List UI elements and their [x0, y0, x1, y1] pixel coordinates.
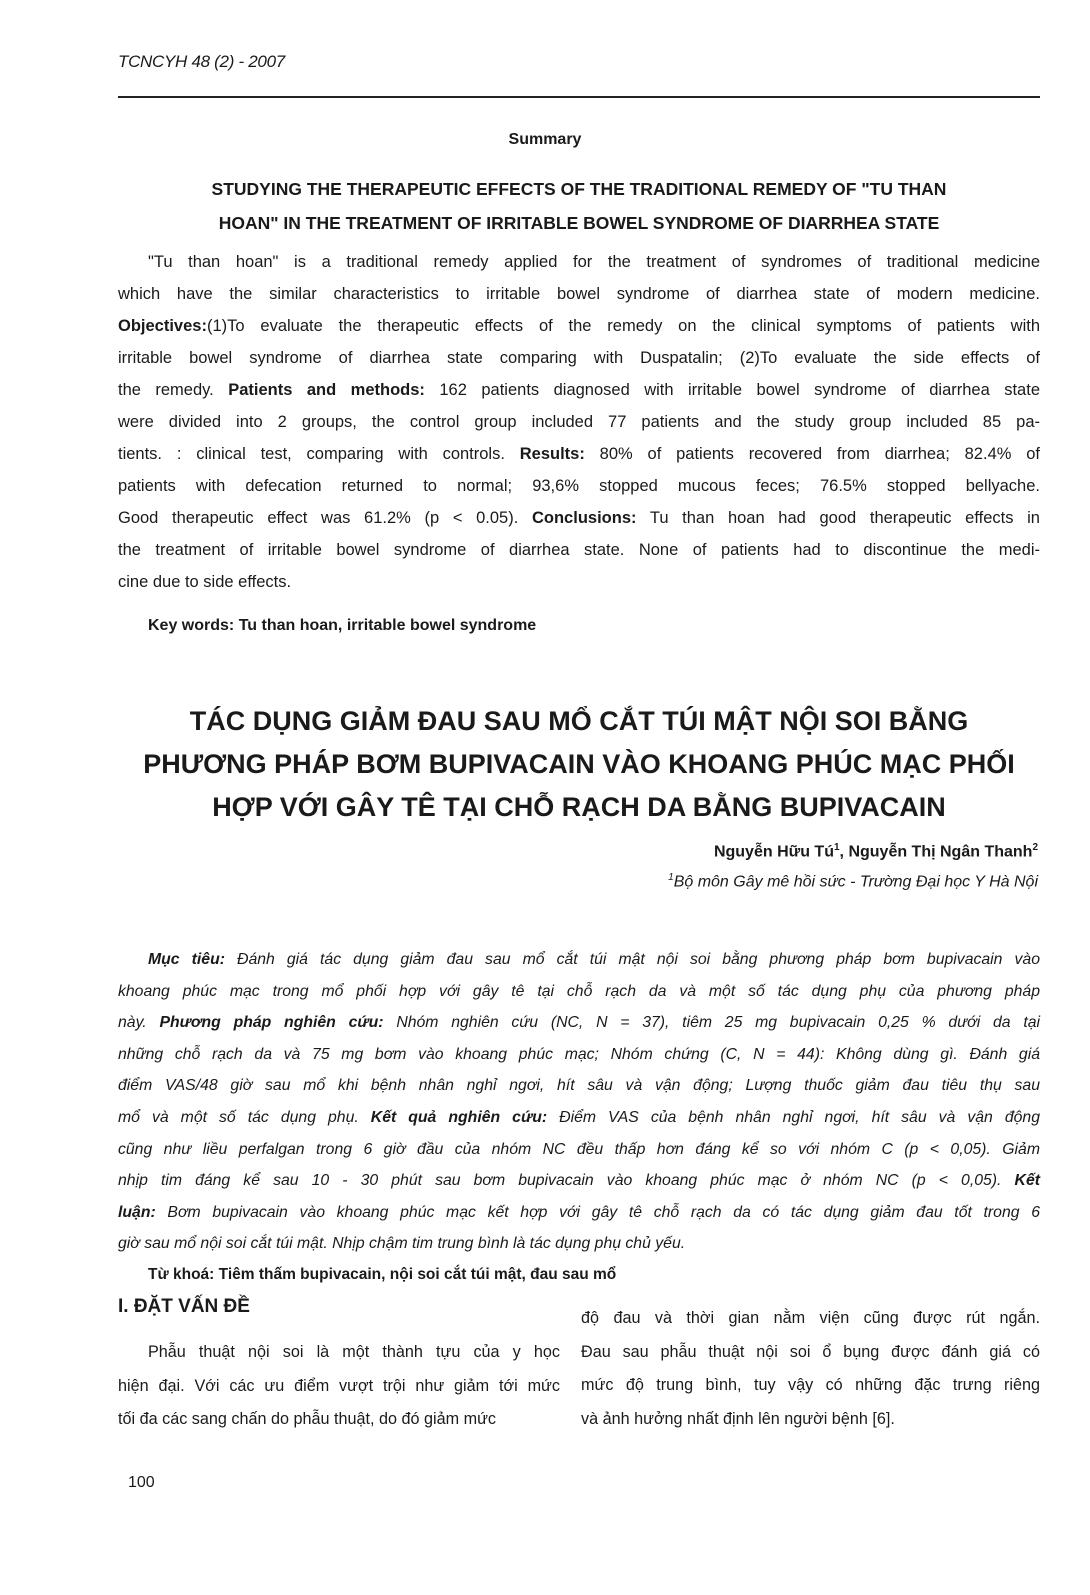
text-segment: nhịp tim đáng kể sau 10 - 30 phút sau bơm bupivacain vào khoang phúc mạc ở nhóm NC (p < 0,05).	[118, 1172, 1015, 1190]
text-segment: những chỗ rạch da và 75 mg bơm vào khoang phúc mạc; Nhóm chứng (C, N = 44): Không dùng gì. Đánh giá	[118, 1045, 1040, 1063]
author-name: Nguyễn Hữu Tú	[713, 843, 834, 861]
text-line: hiện đại. Với các ưu điểm vượt trội như giảm tới mức	[118, 1376, 560, 1395]
text-segment: điểm VAS/48 giờ sau mổ khi bệnh nhân nghỉ ngơi, hít sâu và vận động; Lượng thuốc giảm đau tiêu thụ sau	[118, 1077, 1040, 1095]
right-column	[581, 1302, 1040, 1436]
text-line	[118, 534, 1040, 566]
affiliation	[668, 872, 1038, 891]
text-segment: the treatment of irritable bowel syndrome of diarrhea state. None of patients had to discontinue the medi-	[118, 541, 1040, 559]
text-segment: cine due to side effects.	[118, 573, 292, 591]
text-segment: Nhóm nghiên cứu (NC, N = 37), tiêm 25 mg bupivacain 0,25 % dưới da tại	[383, 1014, 1041, 1032]
running-head: TCNCYH 48 (2) - 2007	[118, 52, 285, 71]
text-segment: Đánh giá tác dụng giảm đau sau mổ cắt túi mật nội soi bằng phương pháp bơm bupivacain vào	[225, 951, 1040, 968]
text-segment: "Tu than hoan" is a traditional remedy applied for the treatment of syndromes of traditional medicine	[148, 253, 1040, 271]
text-segment: mổ và một số tác dụng phụ.	[118, 1108, 371, 1126]
english-title	[118, 172, 1040, 240]
text-line	[118, 1165, 1040, 1197]
article-title-line: HỢP VỚI GÂY TÊ TẠI CHỖ RẠCH DA BẰNG BUPIVACAIN	[212, 792, 946, 822]
left-column	[118, 1336, 560, 1437]
page-number: 100	[128, 1474, 155, 1491]
article-title	[118, 700, 1040, 829]
text-line	[118, 342, 1040, 374]
text-line	[118, 278, 1040, 310]
bold-label: Kết	[1014, 1172, 1040, 1190]
article-title-line: TÁC DỤNG GIẢM ĐAU SAU MỔ CẮT TÚI MẬT NỘI SOI BẰNG	[189, 706, 969, 736]
bold-label: luận:	[118, 1203, 156, 1221]
text-line: Phẫu thuật nội soi là một thành tựu của y học	[148, 1343, 560, 1361]
text-line: Đau sau phẫu thuật nội soi ổ bụng được đánh giá có	[581, 1342, 1040, 1361]
text-line: tối đa các sang chấn do phẫu thuật, do đó giảm mức	[118, 1410, 496, 1428]
text-segment: khoang phúc mạc trong mổ phối hợp với gây tê tại chỗ rạch da và một số tác dụng phụ của phương pháp	[118, 982, 1040, 1000]
author-separator: ,	[839, 843, 849, 861]
bold-label: Patients and methods:	[228, 381, 425, 399]
text-line	[118, 1102, 1040, 1134]
bold-label: Phương pháp nghiên cứu:	[159, 1014, 384, 1032]
text-segment: which have the similar characteristics to irritable bowel syndrome of diarrhea state of modern medicine.	[118, 285, 1040, 303]
text-line: và ảnh hưởng nhất định lên người bệnh [6].	[581, 1409, 895, 1428]
text-line: mức độ trung bình, tuy vậy có những đặc trưng riêng	[581, 1376, 1040, 1394]
text-line	[118, 1228, 1040, 1260]
article-title-line: PHƯƠNG PHÁP BƠM BUPIVACAIN VÀO KHOANG PHÚC MẠC PHỐI	[143, 749, 1015, 779]
bold-label: Kết quả nghiên cứu:	[370, 1108, 548, 1126]
article-keywords: Từ khoá: Tiêm thấm bupivacain, nội soi cắt túi mật, đau sau mổ	[148, 1266, 617, 1283]
abstract-paragraph	[118, 944, 1040, 1260]
text-segment: Tu than hoan had good therapeutic effects in	[636, 509, 1040, 527]
affiliation-mark: 1	[668, 872, 674, 883]
text-line	[118, 246, 1040, 278]
text-line	[118, 976, 1040, 1008]
text-segment: patients with defecation returned to normal; 93,6% stopped mucous feces; 76.5% stopped bellyache.	[118, 477, 1040, 495]
text-segment: the remedy.	[118, 381, 229, 399]
text-segment: cũng như liều perfalgan trong 6 giờ đầu của nhóm NC đều thấp hơn đáng kể so với nhóm C (p < 0,05). Giảm	[118, 1140, 1040, 1158]
header-rule	[118, 96, 1040, 98]
text-segment: 80% of patients recovered from diarrhea; 82.4% of	[584, 445, 1040, 463]
text-line	[118, 438, 1040, 470]
text-segment: 162 patients diagnosed with irritable bowel syndrome of diarrhea state	[424, 381, 1040, 399]
text-segment: were divided into 2 groups, the control group included 77 patients and the study group included 85 pa-	[118, 413, 1040, 431]
text-segment: Good therapeutic effect was 61.2% (p < 0.05).	[118, 509, 532, 527]
text-line	[118, 1070, 1040, 1102]
text-line	[118, 470, 1040, 502]
text-line	[118, 1134, 1040, 1166]
summary-keywords: Key words: Tu than hoan, irritable bowel syndrome	[148, 617, 537, 634]
authors	[714, 842, 1038, 861]
text-line	[118, 1039, 1040, 1071]
text-segment: Bơm bupivacain vào khoang phúc mạc kết hợp với gây tê chỗ rạch da có tác dụng giảm đau tốt trong 6	[155, 1203, 1040, 1221]
text-line	[118, 1007, 1040, 1039]
text-segment: giờ sau mổ nội soi cắt túi mật. Nhịp chậm tim trung bình là tác dụng phụ chủ yếu.	[118, 1235, 686, 1253]
summary-heading: Summary	[508, 131, 582, 148]
text-line	[118, 374, 1040, 406]
text-segment: này.	[118, 1014, 160, 1032]
text-line: độ đau và thời gian nằm viện cũng được rút ngắn.	[581, 1309, 1040, 1327]
english-title-line: HOAN" IN THE TREATMENT OF IRRITABLE BOWEL SYNDROME OF DIARRHEA STATE	[218, 213, 940, 233]
author-name: Nguyễn Thị Ngân Thanh	[848, 843, 1033, 861]
text-line	[118, 1197, 1040, 1229]
bold-label: Objectives:	[118, 317, 207, 335]
text-line	[118, 406, 1040, 438]
text-line	[118, 310, 1040, 342]
author-affil-mark: 2	[1032, 842, 1038, 853]
author-affil-mark: 1	[833, 842, 840, 853]
affiliation-text: Bộ môn Gây mê hồi sức - Trường Đại học Y Hà Nội	[673, 873, 1038, 891]
summary-paragraph	[118, 246, 1040, 598]
text-segment: (1)To evaluate the therapeutic effects of the remedy on the clinical symptoms of patients with	[206, 317, 1040, 335]
text-segment: Điểm VAS của bệnh nhân nghỉ ngơi, hít sâu và vận động	[547, 1108, 1041, 1126]
text-line	[118, 502, 1040, 534]
text-line	[118, 944, 1040, 976]
text-segment: tients. : clinical test, comparing with controls.	[118, 445, 520, 463]
bold-label: Conclusions:	[531, 509, 637, 527]
section-heading: I. ĐẶT VẤN ĐỀ	[118, 1296, 250, 1317]
bold-label: Mục tiêu:	[148, 951, 225, 968]
text-segment: irritable bowel syndrome of diarrhea state comparing with Duspatalin; (2)To evaluate the side effects of	[118, 349, 1040, 367]
english-title-line: STUDYING THE THERAPEUTIC EFFECTS OF THE TRADITIONAL REMEDY OF "TU THAN	[211, 179, 947, 199]
text-line	[118, 566, 1040, 598]
bold-label: Results:	[519, 445, 585, 463]
